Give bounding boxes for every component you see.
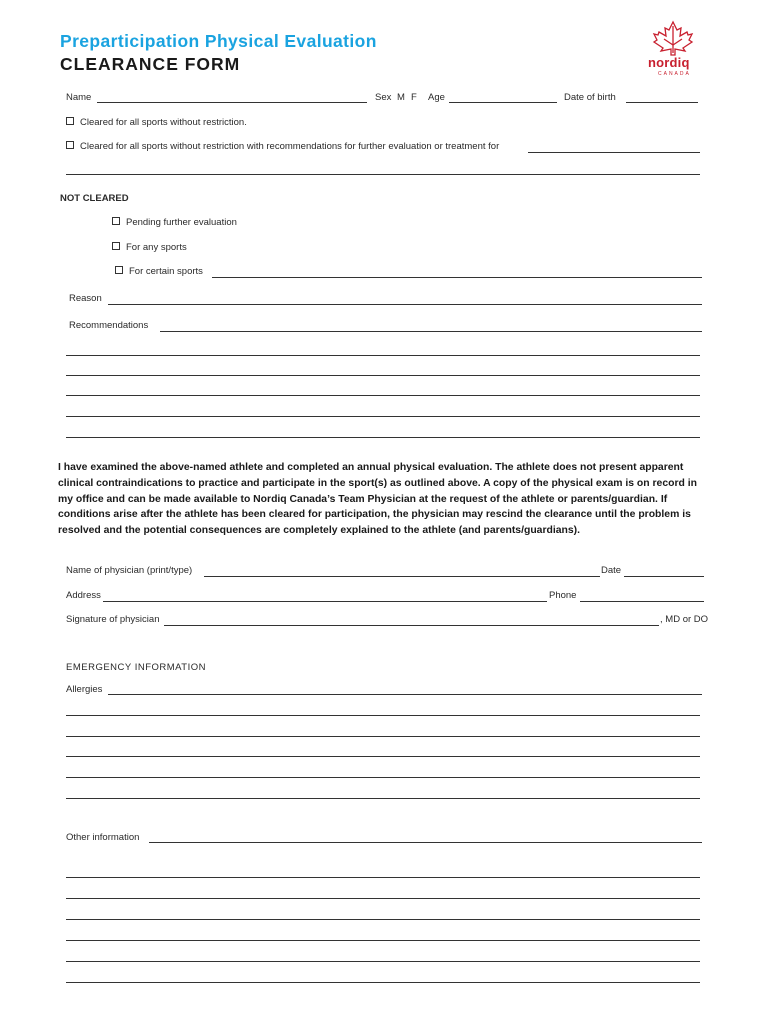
form-title: Preparticipation Physical Evaluation <box>60 31 377 51</box>
other-info-label: Other information <box>66 832 140 843</box>
signature-field[interactable] <box>164 625 659 626</box>
age-field[interactable] <box>449 102 557 103</box>
allergies-line[interactable] <box>66 798 700 799</box>
dob-field[interactable] <box>626 102 698 103</box>
checkbox[interactable] <box>112 217 120 225</box>
sex-option-m[interactable]: M <box>397 92 405 103</box>
checkbox[interactable] <box>115 266 123 274</box>
reason-label: Reason <box>69 293 102 304</box>
signature-suffix: , MD or DO <box>660 614 709 625</box>
option-pending-label: Pending further evaluation <box>126 217 237 228</box>
other-info-line[interactable] <box>66 919 700 920</box>
recommendations-line[interactable] <box>66 355 700 356</box>
maple-leaf-icon <box>644 20 702 56</box>
option-any-sports[interactable] <box>112 242 187 253</box>
allergies-line[interactable] <box>66 777 700 778</box>
other-info-line[interactable] <box>66 940 700 941</box>
cleared-option-2[interactable] <box>66 141 499 152</box>
emergency-heading: EMERGENCY INFORMATION <box>66 662 206 673</box>
recommendations-line[interactable] <box>66 375 700 376</box>
option-any-sports-label: For any sports <box>126 242 187 253</box>
allergies-label: Allergies <box>66 684 103 695</box>
recommendations-field[interactable] <box>160 331 702 332</box>
physician-date-field[interactable] <box>624 576 704 577</box>
phone-label: Phone <box>549 590 577 601</box>
recommendations-line[interactable] <box>66 395 700 396</box>
recommendations-line[interactable] <box>66 437 700 438</box>
cleared-treatment-field-2[interactable] <box>66 174 700 175</box>
physician-name-label: Name of physician (print/type) <box>66 565 193 576</box>
address-label: Address <box>66 590 101 601</box>
name-label: Name <box>66 92 92 103</box>
signature-label: Signature of physician <box>66 614 160 625</box>
cleared-option-1-label: Cleared for all sports without restriction. <box>80 117 247 128</box>
allergies-line[interactable] <box>66 756 700 757</box>
cleared-treatment-field[interactable] <box>528 152 700 153</box>
option-certain-sports[interactable] <box>115 266 203 277</box>
allergies-line[interactable] <box>66 736 700 737</box>
cleared-option-1[interactable] <box>66 117 247 128</box>
not-cleared-heading: NOT CLEARED <box>60 193 129 204</box>
physician-statement: I have examined the above-named athlete and completed an annual physical evaluation. The athlete does not present apparent clinical contraindications to practice and participate in the sport(s) as outlined above. A copy of the physical exam is on record in my office and can be made available to Nordiq Canada’s Team Physician at the request of the athlete or parents/guardian. If conditions arise after the athlete has been cleared for participation, the physician may rescind the clearance until the problem is resolved and the potential consequences are completely explained to the athlete (and parents/guardians). <box>58 462 697 537</box>
recommendations-line[interactable] <box>66 416 700 417</box>
checkbox[interactable] <box>112 242 120 250</box>
cleared-option-2-label: Cleared for all sports without restriction with recommendations for further evaluation or treatment for <box>80 141 500 152</box>
other-info-line[interactable] <box>66 898 700 899</box>
other-info-field[interactable] <box>149 842 702 843</box>
physician-date-label: Date <box>601 565 622 576</box>
option-pending[interactable] <box>112 217 237 228</box>
logo-wordmark: nordiq <box>648 55 690 70</box>
option-certain-sports-label: For certain sports <box>129 266 203 277</box>
reason-field[interactable] <box>108 304 702 305</box>
form-subtitle: CLEARANCE FORM <box>60 54 241 74</box>
name-field[interactable] <box>97 102 367 103</box>
address-field[interactable] <box>103 601 547 602</box>
age-label: Age <box>428 92 445 103</box>
allergies-line[interactable] <box>66 715 700 716</box>
sex-label: Sex <box>375 92 392 103</box>
nordiq-canada-logo <box>644 20 702 82</box>
physician-name-field[interactable] <box>204 576 600 577</box>
other-info-line[interactable] <box>66 961 700 962</box>
phone-field[interactable] <box>580 601 704 602</box>
logo-subtext: CANADA <box>658 71 691 77</box>
other-info-line[interactable] <box>66 877 700 878</box>
other-info-line[interactable] <box>66 982 700 983</box>
checkbox[interactable] <box>66 117 74 125</box>
checkbox[interactable] <box>66 141 74 149</box>
recommendations-label: Recommendations <box>69 320 149 331</box>
certain-sports-field[interactable] <box>212 277 702 278</box>
sex-option-f[interactable]: F <box>411 92 417 103</box>
dob-label: Date of birth <box>564 92 616 103</box>
allergies-field[interactable] <box>108 694 702 695</box>
